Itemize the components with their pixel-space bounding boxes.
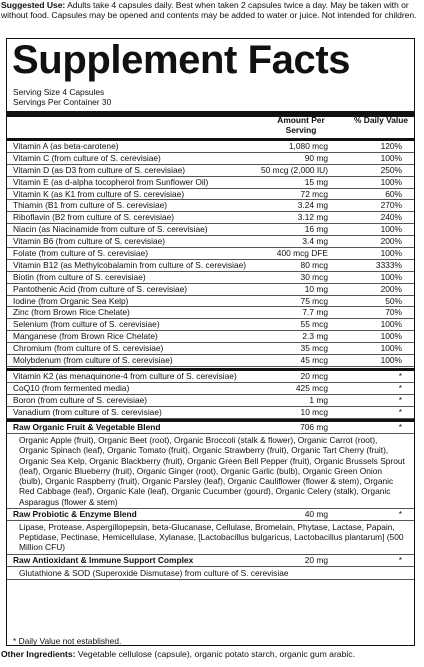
nutrient-name: Zinc (from Brown Rice Chelate)	[13, 307, 130, 318]
nutrient-amount: 15 mg	[304, 176, 328, 187]
footnote: * Daily Value not established.	[13, 636, 122, 646]
nutrient-row	[7, 177, 414, 189]
nutrient-amount: 72 mcg	[300, 188, 328, 199]
nutrient-row	[7, 165, 414, 177]
nutrient-name: Vitamin B6 (from culture of S. cerevisiae)	[13, 236, 166, 247]
other-nutrient-row	[7, 395, 414, 407]
nutrient-amount: 16 mg	[304, 224, 328, 235]
blend-name: Raw Organic Fruit & Vegetable Blend	[13, 422, 161, 432]
nutrient-daily-value: 70%	[385, 307, 402, 318]
other-ingredients	[1, 649, 421, 659]
blend-amount: 20 mg	[304, 554, 328, 565]
blend-name: Raw Antioxidant & Immune Support Complex	[13, 554, 194, 565]
nutrient-row	[7, 296, 414, 308]
nutrient-daily-value: 100%	[380, 319, 402, 330]
nutrient-row	[7, 355, 414, 367]
nutrient-daily-value: 100%	[380, 248, 402, 259]
nutrient-amount: 55 mcg	[300, 319, 328, 330]
nutrient-amount: 3.4 mg	[302, 236, 328, 247]
nutrient-amount: 75 mcg	[300, 295, 328, 306]
column-amount: Amount Per Serving	[277, 115, 325, 135]
nutrient-daily-value: 100%	[380, 224, 402, 235]
nutrient-name: Vitamin D (as D3 from culture of S. cerevisiae)	[13, 164, 186, 175]
blend-ingredients: Glutathione & SOD (Superoxide Dismutase) from culture of S. cerevisiae	[7, 567, 414, 580]
nutrient-amount: 45 mcg	[300, 355, 328, 366]
nutrient-row	[7, 236, 414, 248]
nutrient-row	[7, 224, 414, 236]
nutrient-name: Niacin (as Niacinamide from culture of S. cerevisiae)	[13, 224, 208, 235]
suggested-use-label: Suggested Use:	[1, 0, 66, 10]
nutrient-amount: 80 mcg	[300, 259, 328, 270]
panel-title: Supplement Facts	[12, 38, 351, 82]
nutrient-amount: 3.24 mg	[297, 200, 328, 211]
nutrient-amount: 400 mcg DFE	[276, 248, 328, 259]
nutrient-daily-value: *	[398, 406, 402, 417]
nutrient-name: Chromium (from culture of S. cerevisiae)	[13, 343, 164, 354]
nutrient-amount: 20 mcg	[300, 371, 328, 381]
blend-ingredients: Lipase, Protease, Aspergillopepsin, beta-Glucanase, Cellulase, Bromelain, Phytase, Lactase, Papain, Peptidase, Pectinase, Hemicellulase, Xylanase, [Lactobacillus bulgaricus, Lactobacillus plantarum] (500 Million CFU)	[7, 521, 414, 555]
blend-row	[7, 555, 414, 567]
nutrient-amount: 30 mcg	[300, 271, 328, 282]
suggested-use	[1, 0, 421, 21]
column-header	[13, 116, 410, 136]
nutrient-amount: 35 mcg	[300, 343, 328, 354]
other-nutrient-row	[7, 407, 414, 419]
blend-daily-value: *	[398, 508, 402, 519]
nutrient-name: Boron (from culture of S. cerevisiae)	[13, 394, 148, 405]
nutrient-name: Iodine (from Organic Sea Kelp)	[13, 295, 129, 306]
nutrient-row	[7, 189, 414, 201]
blend-daily-value: *	[398, 554, 402, 565]
blend-row	[7, 509, 414, 521]
suggested-use-text: Adults take 4 capsules daily. Best when taken 2 capsules twice a day. May be taken with or without food. Capsules may be opened and contents may be added to water or juice. Not intended for children.	[1, 0, 417, 21]
nutrient-name: CoQ10 (from fermented media)	[13, 382, 130, 393]
nutrient-amount: 1,080 mcg	[288, 141, 328, 151]
other-nutrient-list	[7, 371, 414, 419]
blend-ingredients: Organic Apple (fruit), Organic Beet (root), Organic Broccoli (stalk & flower), Organic Carrot (root), Organic Spinach (leaf), Organic Tomato (fruit), Organic Strawberry (fruit), Organic Tart Cherry (fruit), Organic Sea Kelp, Organic Blackberry (fruit), Organic Green Bell Pepper (fruit), Organic Brussels Sprout (leaf), Organic Blueberry (fruit), Organic Ginger (root), Organic Garlic (bulb), Organic Green Onion (bulb), Organic Raspberry (fruit), Organic Parsley (leaf), Organic Cauliflower (flower & stem), Organic Red Cabbage (leaf), Organic Kale (leaf), Organic Cucumber (gourd), Organic Celery (stalk), Organic Asparagus (flower & stem)	[7, 434, 414, 509]
nutrient-name: Riboflavin (B2 from culture of S. cerevisiae)	[13, 212, 175, 223]
nutrient-daily-value: *	[398, 382, 402, 393]
nutrient-amount: 10 mcg	[300, 406, 328, 417]
nutrient-row	[7, 331, 414, 343]
nutrient-amount: 50 mcg (2,000 IU)	[260, 164, 328, 175]
nutrient-row	[7, 141, 414, 153]
nutrient-daily-value: *	[398, 394, 402, 405]
blend-amount: 40 mg	[304, 508, 328, 519]
nutrient-name: Thiamin (B1 from culture of S. cerevisiae)	[13, 200, 168, 211]
nutrient-daily-value: 250%	[380, 164, 402, 175]
nutrient-name: Vitamin K (as K1 from culture of S. cerevisiae)	[13, 188, 185, 199]
nutrient-name: Folate (from culture of S. cerevisiae)	[13, 248, 148, 259]
column-daily-value: % Daily Value	[354, 115, 408, 125]
nutrient-name: Vitamin E (as d-alpha tocopherol from Sunflower Oil)	[13, 176, 209, 187]
nutrient-name: Pantothenic Acid (from culture of S. cerevisiae)	[13, 283, 188, 294]
nutrient-name: Vitamin K2 (as menaquinone-4 from culture of S. cerevisiae)	[13, 371, 237, 381]
serving-size: Serving Size 4 Capsules	[13, 87, 105, 97]
nutrient-name: Vitamin C (from culture of S. cerevisiae)	[13, 152, 161, 163]
nutrient-amount: 3.12 mg	[297, 212, 328, 223]
nutrient-row	[7, 272, 414, 284]
nutrient-amount: 425 mcg	[295, 382, 328, 393]
serving-info	[13, 87, 111, 107]
nutrient-name: Vitamin A (as beta-carotene)	[13, 141, 119, 151]
nutrient-name: Molybdenum (from culture of S. cerevisiae)	[13, 355, 173, 366]
nutrient-row	[7, 319, 414, 331]
nutrient-daily-value: *	[398, 371, 402, 381]
nutrient-daily-value: 100%	[380, 331, 402, 342]
nutrient-daily-value: 50%	[385, 295, 402, 306]
nutrient-daily-value: 100%	[380, 152, 402, 163]
nutrient-daily-value: 100%	[380, 271, 402, 282]
nutrient-daily-value: 100%	[380, 176, 402, 187]
nutrient-daily-value: 200%	[380, 283, 402, 294]
other-nutrient-row	[7, 371, 414, 383]
blend-row	[7, 422, 414, 434]
nutrient-row	[7, 153, 414, 165]
nutrient-row	[7, 212, 414, 224]
nutrient-row	[7, 248, 414, 260]
nutrient-daily-value: 3333%	[375, 259, 402, 270]
supplement-facts-panel	[6, 38, 415, 646]
nutrient-amount: 2.3 mg	[302, 331, 328, 342]
nutrient-daily-value: 120%	[380, 141, 402, 151]
nutrient-row	[7, 200, 414, 212]
blend-daily-value: *	[398, 422, 402, 432]
other-nutrient-row	[7, 383, 414, 395]
nutrient-row	[7, 260, 414, 272]
blend-name: Raw Probiotic & Enzyme Blend	[13, 508, 137, 519]
nutrient-row	[7, 307, 414, 319]
nutrient-daily-value: 200%	[380, 236, 402, 247]
nutrient-amount: 10 mg	[304, 283, 328, 294]
nutrient-daily-value: 100%	[380, 355, 402, 366]
other-ingredients-label: Other Ingredients:	[1, 649, 76, 659]
nutrient-amount: 90 mg	[304, 152, 328, 163]
other-ingredients-text: Vegetable cellulose (capsule), organic potato starch, organic gum arabic.	[77, 649, 355, 659]
nutrient-name: Vitamin B12 (as Methylcobalamin from culture of S. cerevisiae)	[13, 259, 247, 270]
nutrient-name: Manganese (from Brown Rice Chelate)	[13, 331, 158, 342]
nutrient-daily-value: 60%	[385, 188, 402, 199]
nutrient-name: Biotin (from culture of S. cerevisiae)	[13, 271, 146, 282]
blend-list	[7, 422, 414, 580]
nutrient-daily-value: 240%	[380, 212, 402, 223]
nutrient-amount: 7.7 mg	[302, 307, 328, 318]
nutrient-name: Vanadium (from culture of S. cerevisiae)	[13, 406, 162, 417]
nutrient-name: Selenium (from culture of S. cerevisiae)	[13, 319, 160, 330]
nutrient-daily-value: 270%	[380, 200, 402, 211]
nutrient-daily-value: 100%	[380, 343, 402, 354]
blend-amount: 706 mg	[300, 422, 328, 432]
nutrient-row	[7, 284, 414, 296]
nutrient-list	[7, 141, 414, 367]
nutrient-amount: 1 mg	[309, 394, 328, 405]
nutrient-row	[7, 343, 414, 355]
servings-per-container: Servings Per Container 30	[13, 97, 112, 108]
